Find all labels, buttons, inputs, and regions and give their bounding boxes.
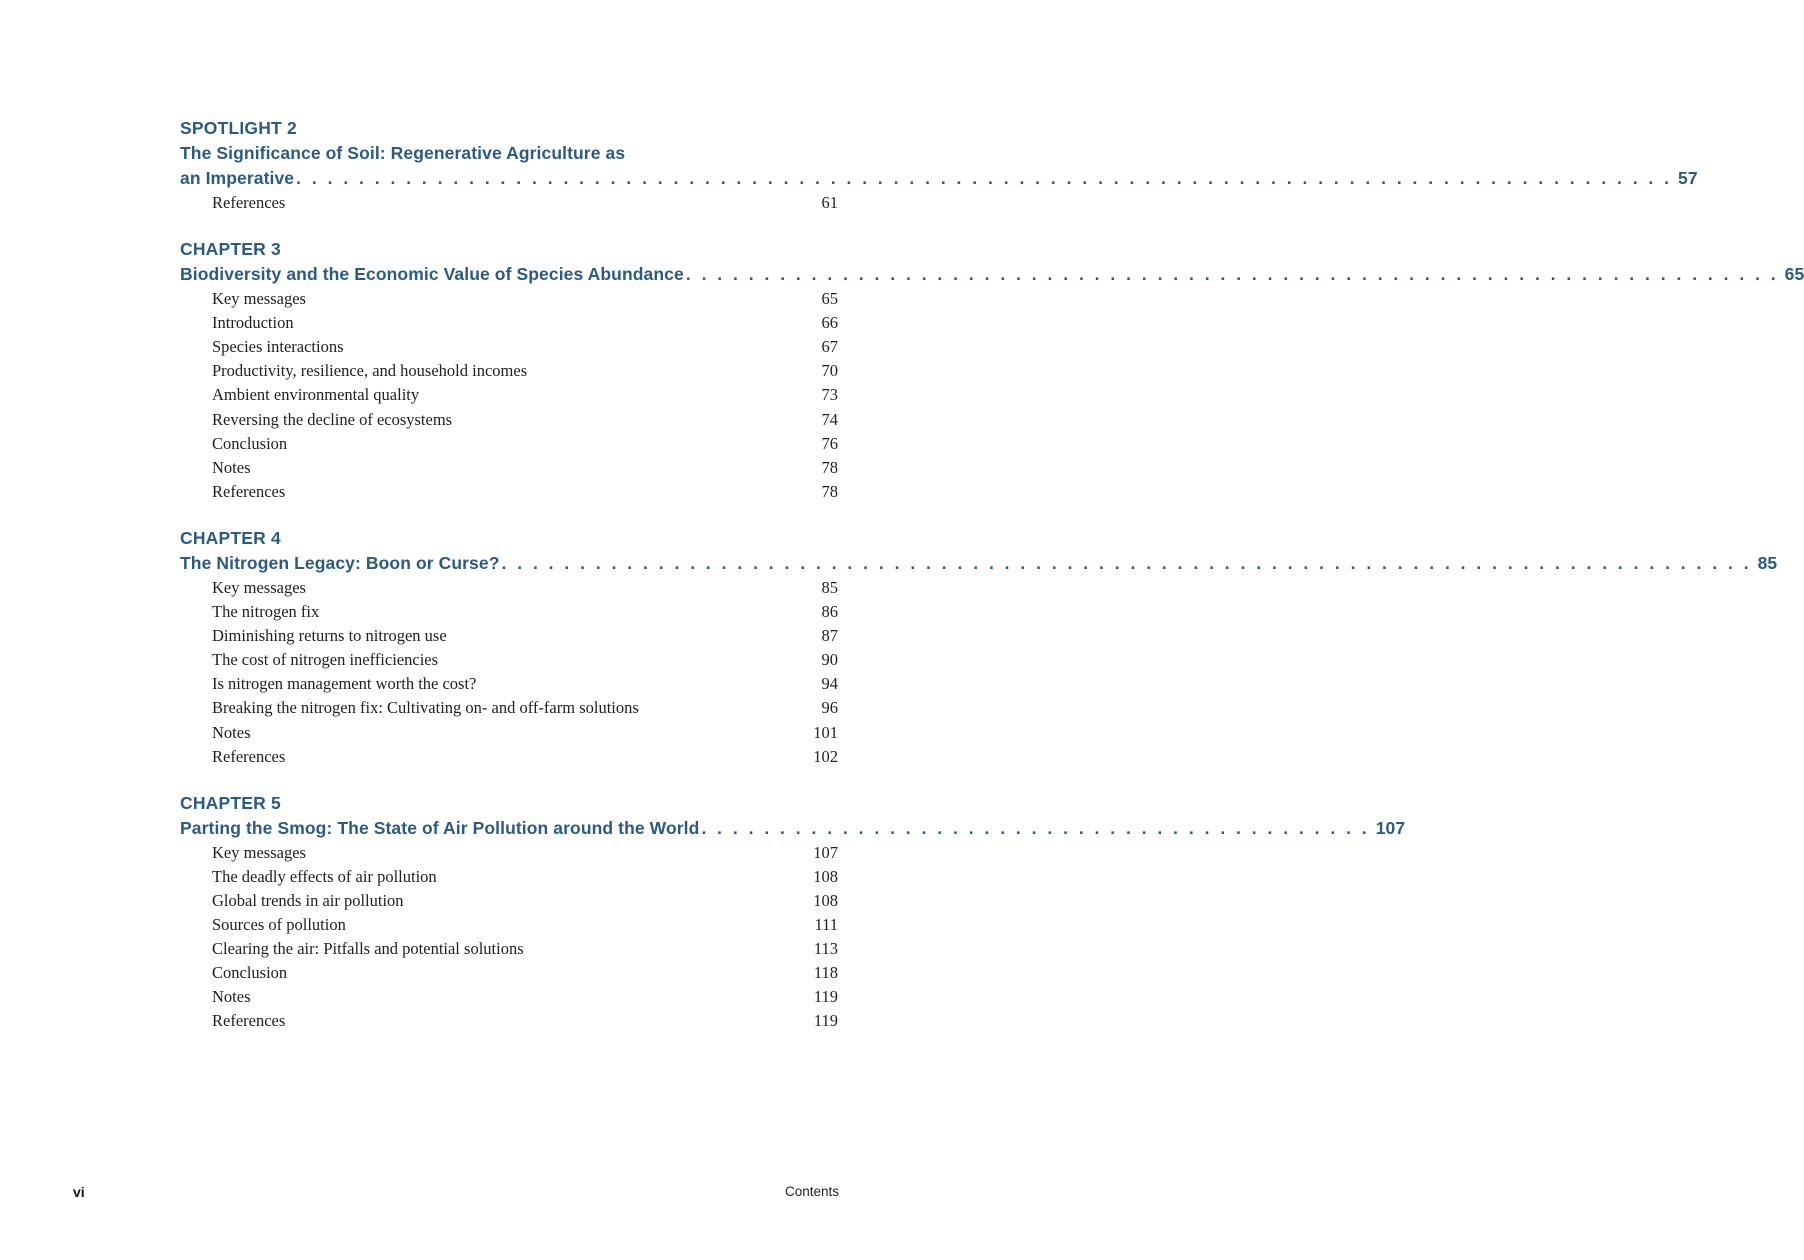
toc-entry[interactable] [180, 937, 838, 961]
section-page-number: 57 [1678, 168, 1698, 188]
toc-entry[interactable] [180, 456, 838, 480]
toc-section-chapter-3 [180, 237, 1804, 504]
entry-title: The nitrogen fix [212, 602, 320, 622]
toc-entry[interactable] [180, 287, 838, 311]
running-title: Contents [784, 1184, 839, 1199]
section-title: an Imperative [180, 168, 295, 188]
entry-title: Ambient environmental quality [212, 385, 420, 405]
section-label: SPOTLIGHT 2 [180, 118, 297, 138]
entry-title: Breaking the nitrogen fix: Cultivating on- and off-farm solutions [212, 698, 639, 718]
entry-title: Productivity, resilience, and household incomes [212, 361, 528, 381]
toc-entry[interactable] [180, 841, 838, 865]
toc-entry[interactable] [180, 480, 838, 504]
entry-title: Global trends in air pollution [212, 890, 404, 910]
entry-page-number: 108 [813, 890, 838, 910]
entry-title: References [212, 746, 286, 766]
section-title: The Nitrogen Legacy: Boon or Curse? [180, 552, 500, 573]
entry-title: Sources of pollution [212, 914, 346, 934]
entry-title: Key messages [212, 577, 306, 597]
entry-page-number: 113 [813, 939, 838, 959]
toc-entry[interactable] [180, 721, 838, 745]
entry-page-number: 85 [821, 577, 838, 597]
entry-title: References [212, 481, 286, 501]
section-label: CHAPTER 4 [180, 527, 281, 548]
toc-section-chapter-4 [180, 526, 1778, 769]
section-title-link[interactable] [180, 166, 1698, 191]
toc-entry[interactable] [180, 191, 838, 215]
toc-section-spotlight-2 [180, 116, 1698, 215]
entry-page-number: 73 [821, 385, 838, 405]
entry-title: Key messages [212, 289, 306, 309]
entry-page-number: 78 [821, 481, 838, 501]
entry-title: Diminishing returns to nitrogen use [212, 626, 447, 646]
entry-page-number: 70 [821, 361, 838, 381]
entry-title: Introduction [212, 313, 294, 333]
entry-page-number: 118 [813, 963, 838, 983]
entry-page-number: 119 [813, 1011, 838, 1031]
entry-page-number: 119 [813, 987, 838, 1007]
entry-title: References [212, 1011, 286, 1031]
page-number: vi [73, 1184, 85, 1200]
entry-title: Notes [212, 722, 251, 742]
entry-title: The deadly effects of air pollution [212, 866, 437, 886]
dot-leader: . . . . . . . . . . . . . . . . . . . . . . . . . . . . . . . . . . . . . . . . . . . . . . . . . . . . . . . . . . . . . . . . . . . . . . . . . . . . . . . . . . . . . . . . [296, 168, 1673, 188]
toc-entry[interactable] [180, 913, 838, 937]
section-label: CHAPTER 5 [180, 792, 281, 813]
toc-entry[interactable] [180, 383, 838, 407]
toc-entry[interactable] [180, 1009, 838, 1033]
toc-entry[interactable] [180, 696, 838, 720]
entry-title: Reversing the decline of ecosystems [212, 409, 453, 429]
dot-leader: . . . . . . . . . . . . . . . . . . . . . . . . . . . . . . . . . . . . . . . . . . . . . . . . . . . . . . . . . . . . . . . . . . . . . . [685, 264, 1779, 285]
entry-page-number: 96 [821, 698, 838, 718]
toc-entry[interactable] [180, 311, 838, 335]
toc-entry[interactable] [180, 648, 838, 672]
entry-page-number: 107 [813, 842, 838, 862]
entry-page-number: 65 [821, 289, 838, 309]
section-title-line-1[interactable] [180, 141, 838, 166]
entry-page-number: 66 [821, 313, 838, 333]
entry-page-number: 108 [813, 866, 838, 886]
entry-title: Notes [212, 987, 251, 1007]
section-page-number: 85 [1757, 552, 1778, 573]
entry-page-number: 94 [821, 674, 838, 694]
toc-entry[interactable] [180, 745, 838, 769]
toc-entry[interactable] [180, 335, 838, 359]
entry-page-number: 78 [821, 457, 838, 477]
entry-page-number: 74 [821, 409, 838, 429]
toc-entry[interactable] [180, 624, 838, 648]
toc-entry[interactable] [180, 672, 838, 696]
entry-title: Is nitrogen management worth the cost? [212, 674, 477, 694]
entry-title: Conclusion [212, 963, 288, 983]
entry-title: The cost of nitrogen inefficiencies [212, 650, 439, 670]
section-title: The Significance of Soil: Regenerative Agriculture as [180, 143, 626, 163]
toc-entry[interactable] [180, 432, 838, 456]
section-title-link[interactable] [180, 551, 1778, 576]
toc-entry[interactable] [180, 889, 838, 913]
entry-page-number: 86 [821, 602, 838, 622]
toc-section-chapter-5 [180, 791, 1406, 1034]
entry-page-number: 101 [813, 722, 838, 742]
section-label: CHAPTER 3 [180, 239, 281, 260]
entry-page-number: 102 [813, 746, 838, 766]
entry-page-number: 67 [821, 337, 838, 357]
entry-page-number: 90 [821, 650, 838, 670]
toc-entry[interactable] [180, 865, 838, 889]
dot-leader: . . . . . . . . . . . . . . . . . . . . . . . . . . . . . . . . . . . . . . . . . . . [701, 817, 1370, 838]
entry-title: Clearing the air: Pitfalls and potential solutions [212, 939, 524, 959]
entry-title: Conclusion [212, 433, 288, 453]
entry-page-number: 61 [821, 193, 838, 212]
toc-entry[interactable] [180, 576, 838, 600]
section-page-number: 107 [1375, 817, 1406, 838]
entry-page-number: 76 [821, 433, 838, 453]
entry-page-number: 87 [821, 626, 838, 646]
toc-entry[interactable] [180, 985, 838, 1009]
section-page-number: 65 [1784, 264, 1804, 285]
toc-entry[interactable] [180, 961, 838, 985]
dot-leader: . . . . . . . . . . . . . . . . . . . . . . . . . . . . . . . . . . . . . . . . . . . . . . . . . . . . . . . . . . . . . . . . . . . . . . . . . . . . . . . . [501, 552, 1752, 573]
entry-title: Species interactions [212, 337, 344, 357]
toc-entry[interactable] [180, 359, 838, 383]
section-title-link[interactable] [180, 816, 1406, 841]
toc-entry[interactable] [180, 600, 838, 624]
entry-title: Key messages [212, 842, 306, 862]
section-title: Parting the Smog: The State of Air Pollution around the World [180, 817, 700, 838]
entry-title: References [212, 193, 286, 212]
toc-entry[interactable] [180, 408, 838, 432]
section-title-link[interactable] [180, 262, 1804, 287]
section-title: Biodiversity and the Economic Value of Species Abundance [180, 264, 684, 285]
entry-page-number: 111 [814, 914, 838, 934]
table-of-contents [180, 116, 1804, 1055]
entry-title: Notes [212, 457, 251, 477]
